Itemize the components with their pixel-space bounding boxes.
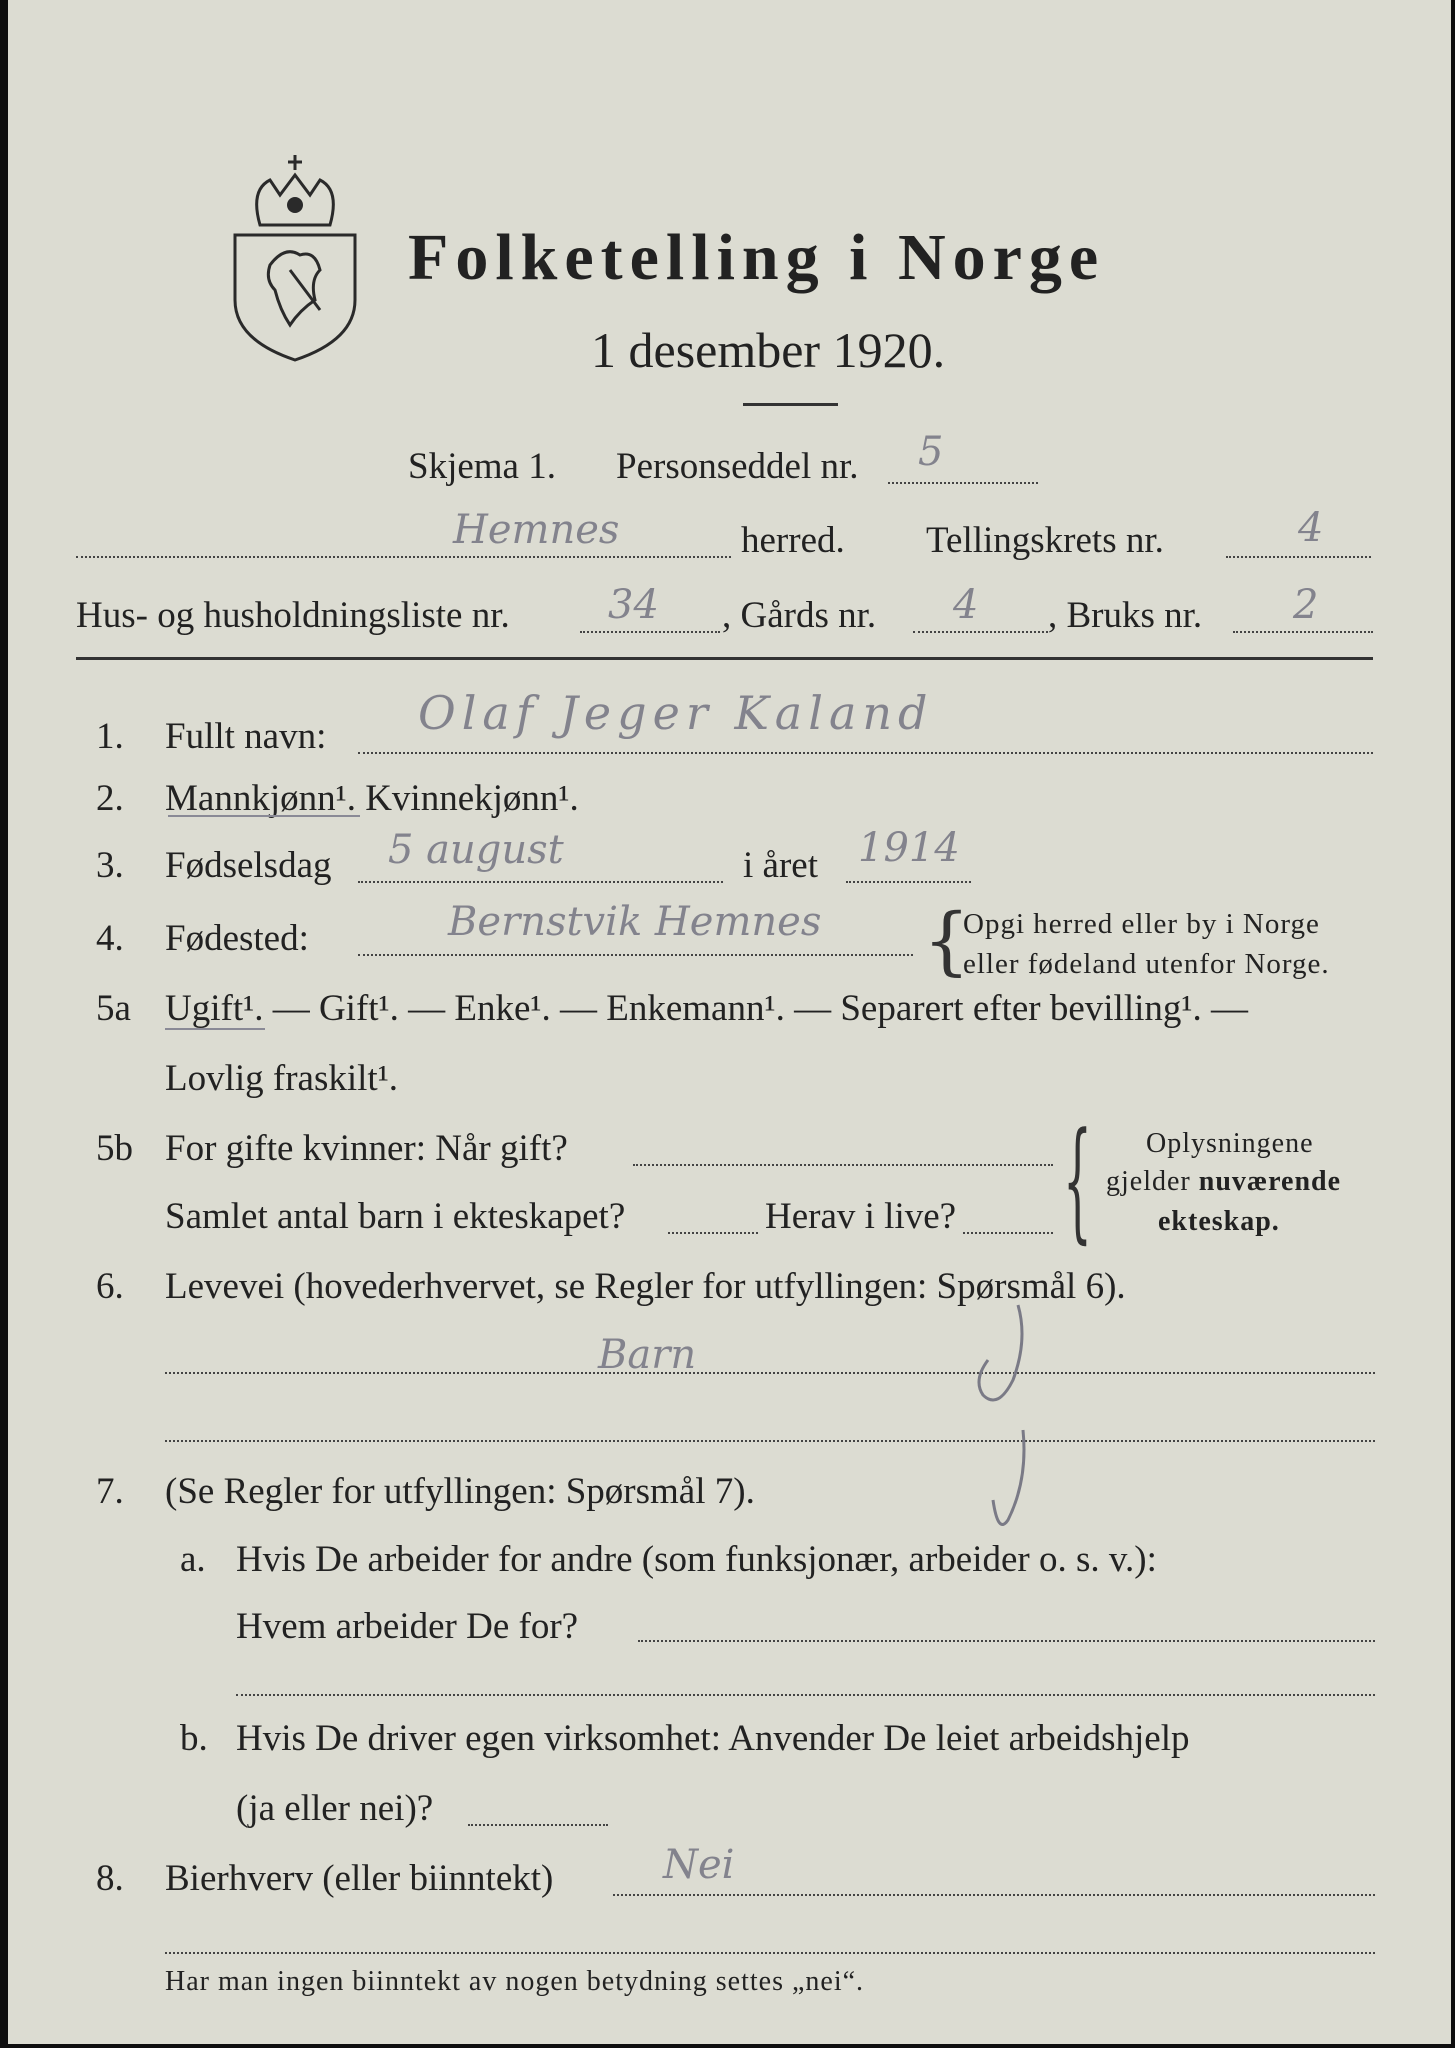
- tellingskrets-line: [1226, 556, 1371, 558]
- q7a-line-2: Hvem arbeider De for?: [236, 1606, 579, 1647]
- q5b-alive-line: [963, 1232, 1053, 1234]
- header-divider: [76, 657, 1373, 660]
- coat-of-arms-icon: [230, 150, 360, 365]
- q8-number: 8.: [96, 1858, 124, 1899]
- q5b-children-line: [668, 1232, 758, 1234]
- q5a-underline-mark: [165, 1028, 265, 1030]
- husliste-line: [580, 631, 720, 633]
- q5b-when-line: [633, 1164, 1053, 1166]
- q6-value[interactable]: Barn: [598, 1332, 697, 1378]
- gards-line: [913, 631, 1048, 633]
- personseddel-label: Personseddel nr.: [616, 446, 859, 487]
- q4-number: 4.: [96, 918, 124, 959]
- q6-line-2: [165, 1440, 1375, 1442]
- q7a-line: [638, 1640, 1375, 1642]
- q5b-herav-label: Herav i live?: [765, 1196, 957, 1237]
- q6-number: 6.: [96, 1266, 124, 1307]
- q4-brace: {: [923, 898, 971, 984]
- census-form-sheet: [8, 0, 1451, 2044]
- q5b-note-1: Oplysningene: [1146, 1128, 1314, 1159]
- q7a-line-extra: [236, 1694, 1375, 1696]
- q7b-line-2: (ja eller nei)?: [236, 1788, 434, 1829]
- tellingskrets-label: Tellingskrets nr.: [926, 520, 1164, 561]
- q7b-line-1: Hvis De driver egen virksomhet: Anvender De leiet arbeidshjelp: [236, 1718, 1190, 1759]
- q3-number: 3.: [96, 845, 124, 886]
- q1-number: 1.: [96, 716, 124, 757]
- husliste-label: Hus- og husholdningsliste nr.: [76, 595, 510, 636]
- q7a-line-1: Hvis De arbeider for andre (som funksjonær, arbeider o. s. v.):: [236, 1539, 1157, 1580]
- q4-label: Fødested:: [165, 918, 309, 959]
- q5b-brace: {: [1063, 1104, 1092, 1256]
- q3-label: Fødselsdag: [165, 845, 332, 886]
- q1-value[interactable]: Olaf Jeger Kaland: [418, 686, 934, 740]
- q6-label: Levevei (hovederhvervet, se Regler for utfyllingen: Spørsmål 6).: [165, 1266, 1126, 1307]
- q5b-note-2-prefix: gjelder: [1106, 1166, 1191, 1197]
- q5a-line-2: Lovlig fraskilt¹.: [165, 1058, 399, 1099]
- footer-note: Har man ingen biinntekt av nogen betydning settes „nei“.: [165, 1966, 865, 1997]
- herred-value[interactable]: Hemnes: [453, 507, 620, 553]
- q3-year-line: [846, 881, 971, 883]
- q1-line: [358, 752, 1373, 754]
- q4-note-1: Opgi herred eller by i Norge: [963, 908, 1320, 940]
- q3-line: [358, 881, 723, 883]
- q4-value[interactable]: Bernstvik Hemnes: [448, 899, 822, 945]
- handwritten-check-mark: [968, 1300, 1048, 1540]
- q2-number: 2.: [96, 778, 124, 819]
- q2-underline-mark: [168, 815, 360, 817]
- q2-label: Mannkjønn¹. Kvinnekjønn¹.: [165, 778, 579, 819]
- tellingskrets-value[interactable]: 4: [1298, 505, 1324, 551]
- q8-label: Bierhverv (eller biinntekt): [165, 1858, 554, 1899]
- q5b-note-3: ekteskap.: [1158, 1206, 1280, 1237]
- gards-label: , Gårds nr.: [722, 595, 877, 636]
- q5b-note-2-bold: nuværende: [1198, 1166, 1342, 1197]
- herred-label: herred.: [741, 520, 845, 561]
- q8-line: [613, 1894, 1375, 1896]
- herred-line: [76, 556, 731, 558]
- q8-line-extra: [165, 1952, 1375, 1954]
- q5a-line-1: Ugift¹. — Gift¹. — Enke¹. — Enkemann¹. — Separert efter bevilling¹. —: [165, 988, 1248, 1029]
- q7a-letter: a.: [180, 1539, 206, 1580]
- q7-number: 7.: [96, 1471, 124, 1512]
- q5a-number: 5a: [96, 988, 131, 1029]
- personseddel-line: [888, 482, 1038, 484]
- q3-year-label: i året: [743, 845, 818, 886]
- q5b-note-2: [1106, 1168, 1341, 1196]
- form-title: Folketelling i Norge: [408, 221, 1106, 294]
- q3-year-value[interactable]: 1914: [858, 825, 960, 871]
- q4-line: [358, 954, 913, 956]
- q5b-line-2: Samlet antal barn i ekteskapet?: [165, 1196, 626, 1237]
- q1-label: Fullt navn:: [165, 716, 327, 757]
- q5b-number: 5b: [96, 1128, 133, 1169]
- q7b-letter: b.: [180, 1718, 208, 1759]
- census-date: 1 desember 1920.: [591, 322, 946, 378]
- bruks-label: , Bruks nr.: [1048, 595, 1203, 636]
- bruks-line: [1233, 631, 1373, 633]
- q6-line-1: [165, 1372, 1375, 1374]
- q4-note-2: eller fødeland utenfor Norge.: [963, 948, 1330, 980]
- q3-value[interactable]: 5 august: [388, 827, 564, 873]
- bruks-value[interactable]: 2: [1293, 582, 1319, 628]
- q5b-line-1: For gifte kvinner: Når gift?: [165, 1128, 568, 1169]
- personseddel-value[interactable]: 5: [918, 429, 944, 475]
- q7-label: (Se Regler for utfyllingen: Spørsmål 7).: [165, 1471, 755, 1512]
- husliste-value[interactable]: 34: [608, 582, 659, 628]
- gards-value[interactable]: 4: [953, 582, 979, 628]
- skjema-label: Skjema 1.: [408, 446, 556, 487]
- q8-value[interactable]: Nei: [663, 1842, 735, 1888]
- title-divider: [743, 403, 838, 406]
- q7b-line: [468, 1824, 608, 1826]
